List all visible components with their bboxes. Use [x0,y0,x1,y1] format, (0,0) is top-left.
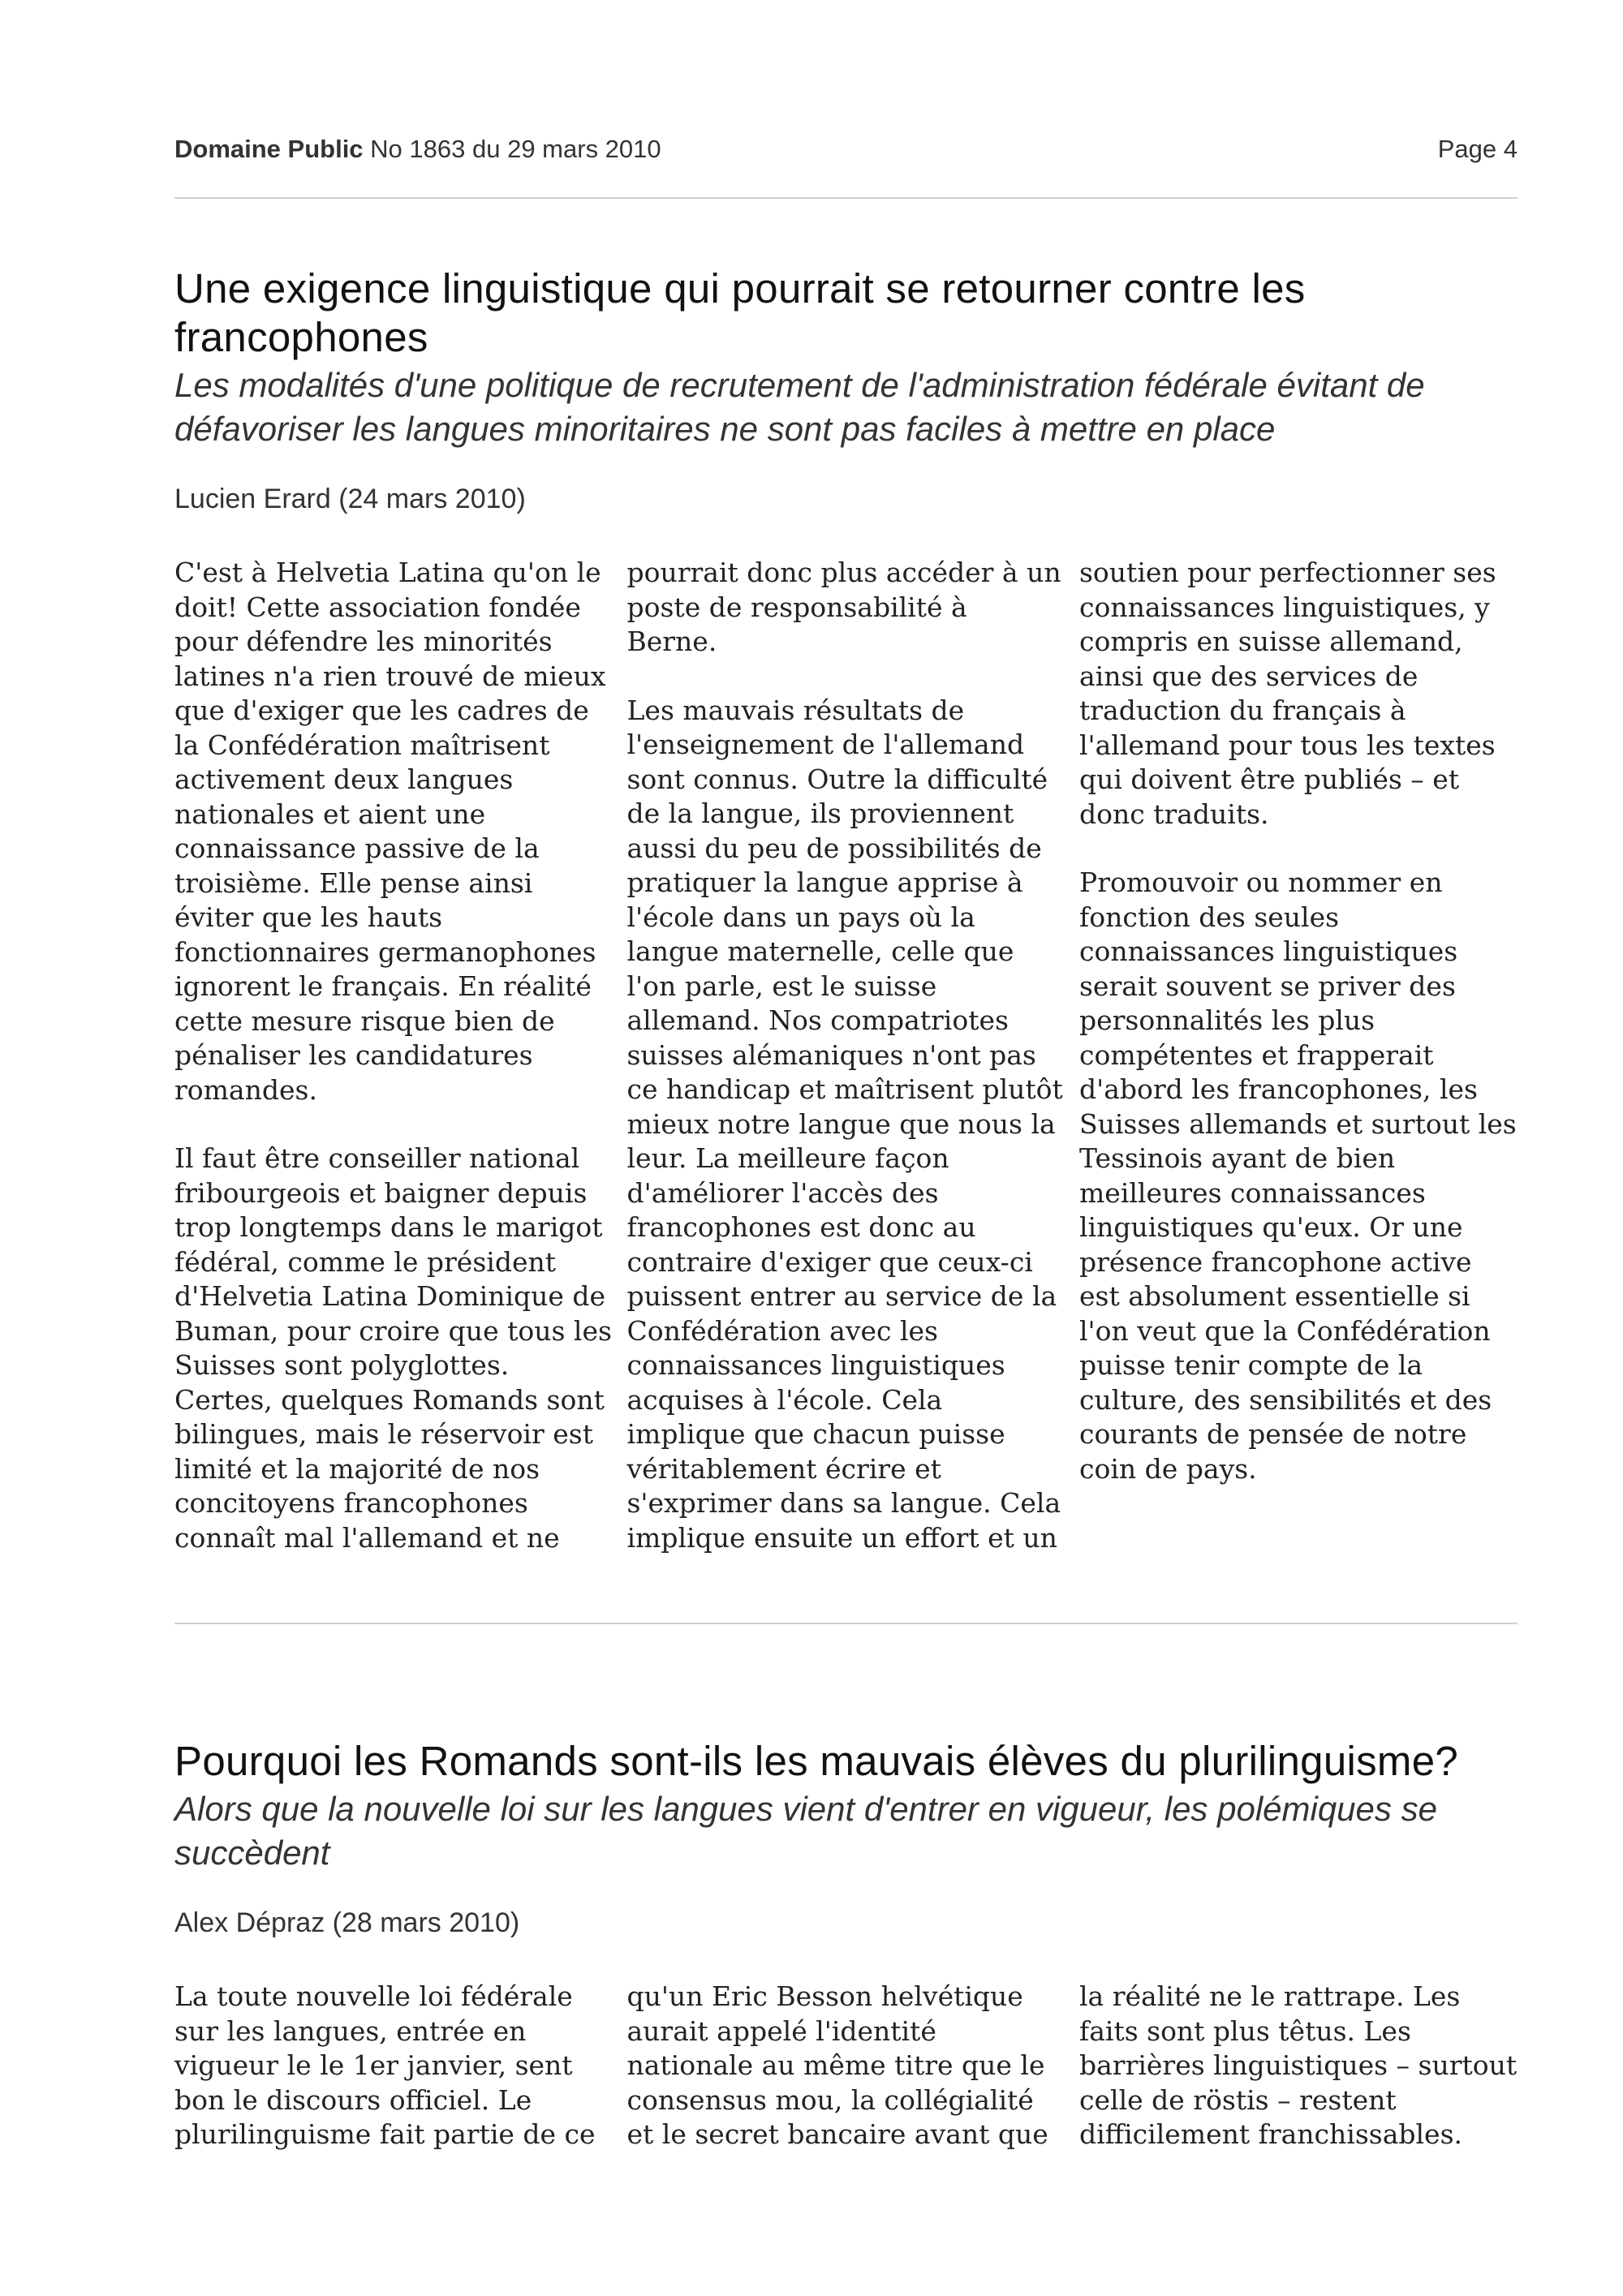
paragraph: qu'un Eric Besson helvétique aurait appelé l'identité nationale au même titre que le consensus mou, la collégialité et le secret bancaire avant que [626,1980,1048,2150]
paragraph: la réalité ne le rattrape. Les faits sont plus têtus. Les barrières linguistiques – surtout celle de röstis – restent difficilement franchissables. [1079,1980,1518,2150]
column-3 [1079,556,1518,1555]
page-number: Page 4 [1437,135,1518,163]
article-author: Alex Dépraz (28 mars 2010) [174,1907,520,1938]
paragraph: pourrait donc plus accéder à un poste de responsabilité à Berne. [626,557,1061,657]
paragraph: Les mauvais résultats de l'enseignement de l'allemand sont connus. Outre la difficulté de la langue, ils proviennent aussi du peu de possibilités de pratiquer la langue apprise à l'école dans un pays où la langue maternelle, celle que l'on parle, est le suisse allemand. Nos compatriotes suisses alémaniques n'ont pas ce handicap et maîtrisent plutôt mieux notre langue que nous la leur. La meilleure façon d'améliorer l'accès des francophones est donc au contraire d'exiger que ceux-ci puissent entrer au service de la Confédération avec les connaissances linguistiques acquises à l'école. Cela implique que chacun puisse véritablement écrire et s'exprimer dans sa langue. Cela implique ensuite un effort et un [626,694,1063,1554]
article-columns [174,1980,1518,2152]
header-divider [174,197,1518,199]
column-1 [174,556,613,1555]
article-subtitle: Les modalités d'une politique de recrutement de l'administration fédérale évitant de défavoriser les langues minoritaires ne sont pas faciles à mettre en place [174,366,1425,448]
column-2 [627,1980,1065,2152]
issue-info: No 1863 du 29 mars 2010 [370,135,661,163]
paragraph: Il faut être conseiller national fribourgeois et baigner depuis trop longtemps dans le marigot fédéral, comme le président d'Helvetia Latina Dominique de Buman, pour croire que tous les Suisses sont polyglottes. Certes, quelques Romands sont bilingues, mais le réservoir est limité et la majorité de nos concitoyens francophones connaît mal l'allemand et ne [174,1142,612,1554]
page-header [174,135,1518,167]
column-1 [174,1980,613,2152]
paragraph: soutien pour perfectionner ses connaissances linguistiques, y compris en suisse allemand, ainsi que des services de traduction du français à l'allemand pour tous les textes qui doivent être publiés – et donc traduits. [1079,557,1496,830]
publication-name: Domaine Public [174,135,364,163]
article-author: Lucien Erard (24 mars 2010) [174,484,526,514]
article-columns [174,556,1518,1555]
article-title: Pourquoi les Romands sont-ils les mauvais élèves du plurilinguisme? [174,1738,1459,1784]
article-1 [174,264,1518,1555]
article-title: Une exigence linguistique qui pourrait se retourner contre les francophones [174,265,1306,360]
paragraph: Promouvoir ou nommer en fonction des seules connaissances linguistiques serait souvent se priver des personnalités les plus compétentes et frapperait d'abord les francophones, les Suisses allemands et surtout les Tessinois ayant de bien meilleures connaissances linguistiques qu'eux. Or une présence francophone active est absolument essentielle si l'on veut que la Confédération puisse tenir compte de la culture, des sensibilités et des courants de pensée de notre coin de pays. [1079,866,1517,1485]
paragraph: La toute nouvelle loi fédérale sur les langues, entrée en vigueur le le 1er janvier, sent bon le discours officiel. Le plurilinguisme fait partie de ce [174,1980,596,2150]
article-2 [174,1737,1518,2152]
column-2 [627,556,1065,1555]
paragraph: C'est à Helvetia Latina qu'on le doit! Cette association fondée pour défendre les minorités latines n'a rien trouvé de mieux que d'exiger que les cadres de la Confédération maîtrisent activement deux langues nationales et aient une connaissance passive de la troisième. Elle pense ainsi éviter que les hauts fonctionnaires germanophones ignorent le français. En réalité cette mesure risque bien de pénaliser les candidatures romandes. [174,557,606,1106]
column-3 [1079,1980,1518,2152]
article-divider [174,1623,1518,1624]
article-subtitle: Alors que la nouvelle loi sur les langues vient d'entrer en vigueur, les polémiques se succèdent [174,1790,1437,1872]
